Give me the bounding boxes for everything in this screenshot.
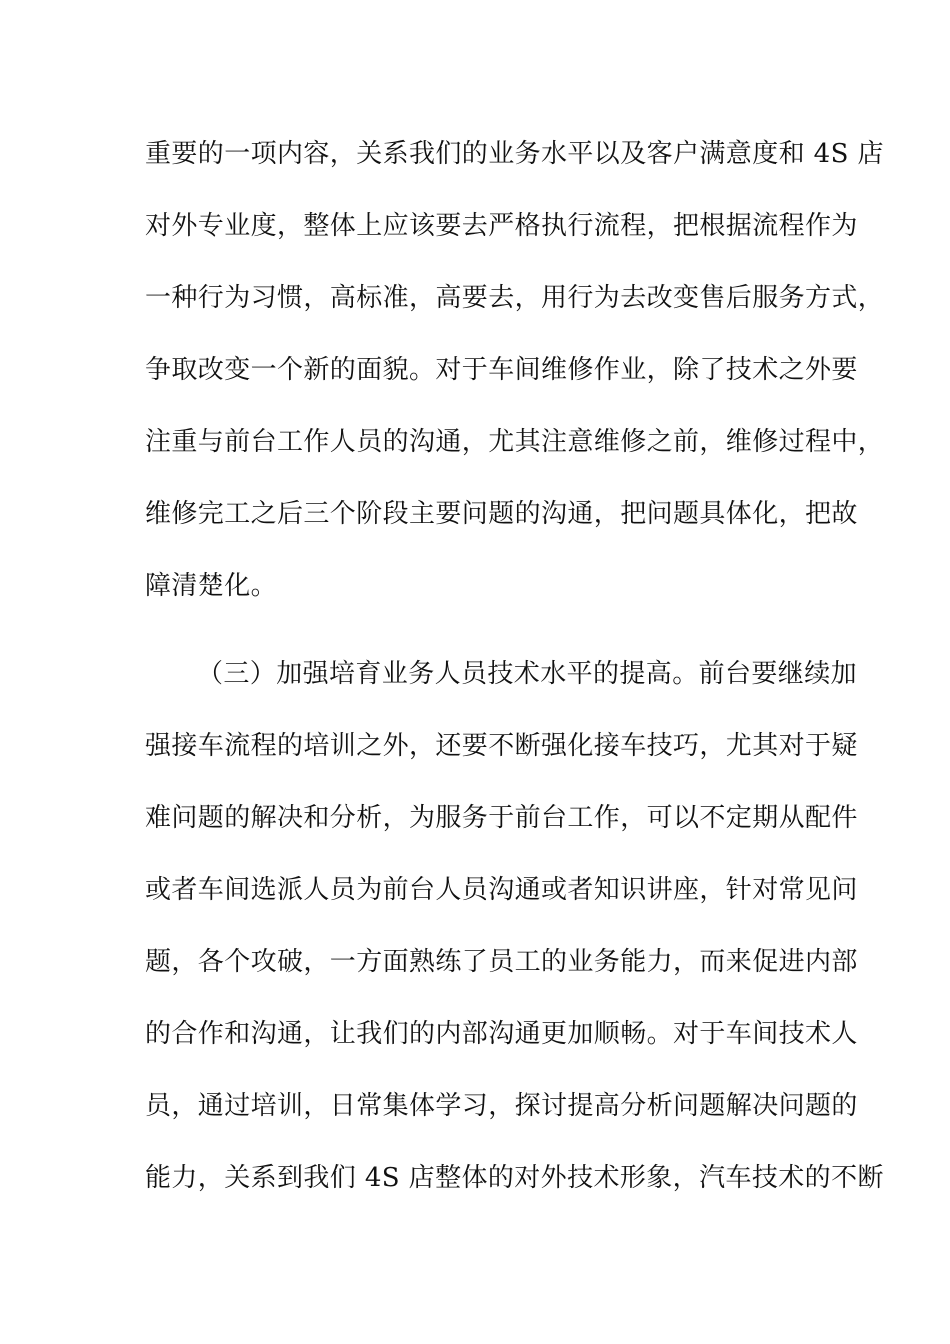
text-line: 的合作和沟通，让我们的内部沟通更加顺畅。对于车间技术人 [145, 1019, 858, 1049]
text-line: 员，通过培训，日常集体学习，探讨提高分析问题解决问题的 [145, 1091, 858, 1121]
text-line: 重要的一项内容，关系我们的业务水平以及客户满意度和 4S 店 [145, 139, 884, 169]
text-line: 题，各个攻破，一方面熟练了员工的业务能力，而来促进内部 [145, 947, 858, 977]
text-line: 注重与前台工作人员的沟通，尤其注意维修之前，维修过程中， [145, 427, 885, 457]
text-line: 维修完工之后三个阶段主要问题的沟通，把问题具体化，把故 [145, 499, 858, 529]
text-line: 争取改变一个新的面貌。对于车间维修作业，除了技术之外要 [145, 355, 858, 385]
text-line: 对外专业度，整体上应该要去严格执行流程，把根据流程作为 [145, 211, 858, 241]
text-line: 障清楚化。 [145, 571, 278, 601]
text-line: 难问题的解决和分析，为服务于前台工作，可以不定期从配件 [145, 803, 858, 833]
text-line: 一种行为习惯，高标准，高要去，用行为去改变售后服务方式， [145, 283, 885, 313]
text-line: 能力，关系到我们 4S 店整体的对外技术形象，汽车技术的不断 [145, 1163, 884, 1193]
text-line: 或者车间选派人员为前台人员沟通或者知识讲座，针对常见问 [145, 875, 858, 905]
text-line: 强接车流程的培训之外，还要不断强化接车技巧，尤其对于疑 [145, 731, 858, 761]
paragraph-heading-line: （三）加强培育业务人员技术水平的提高。前台要继续加 [197, 659, 858, 689]
